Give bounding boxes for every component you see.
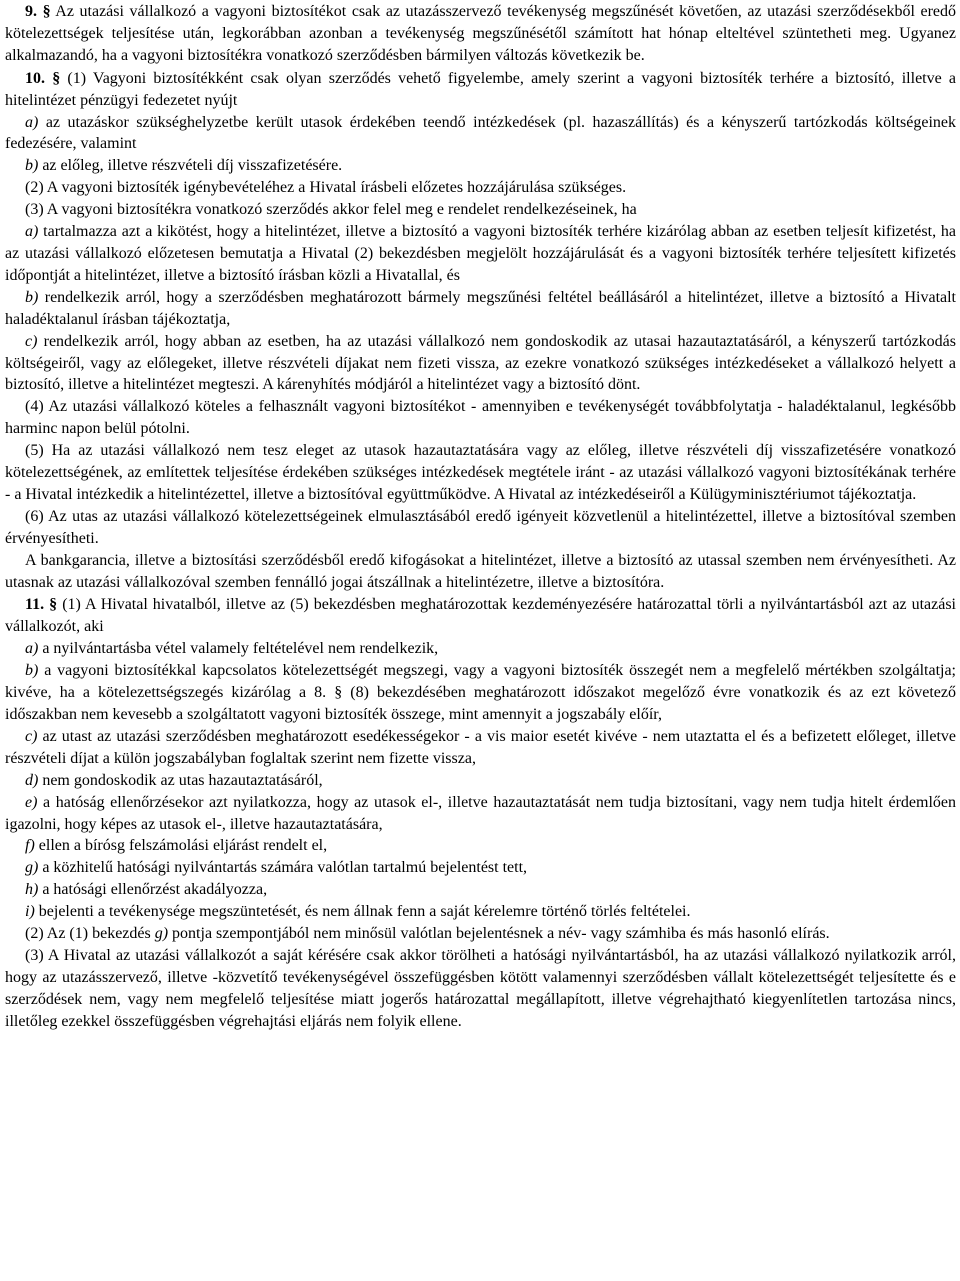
point-letter: a) bbox=[25, 640, 39, 658]
point-letter: d) bbox=[25, 771, 39, 789]
paragraph-text: (6) Az utas az utazási vállalkozó kötelezettségeinek elmulasztásából eredő igényeit közvetlenül a hitelintézettel, illetve a biztosítóval szemben érvényesítheti. bbox=[5, 507, 956, 547]
paragraph-9 bbox=[5, 1, 956, 67]
point-text: a vagyoni biztosítékkal kapcsolatos kötelezettségét megszegi, vagy a vagyoni biztosíték összegét nem a megfelelő mértékben szolgáltatja; kivéve, ha a kötelezettségszegés kizárólag a 8. § (8) bekezdésében meghatározott időszakot megelőző évre vonatkozik és az ezt követező időszakban nem kevesebb a szolgáltatott vagyoni biztosíték összege, mint amennyit a jogszabály előír, bbox=[5, 662, 957, 723]
paragraph-text: (2) Az (1) bekezdés bbox=[25, 925, 151, 943]
point-letter: g) bbox=[25, 859, 39, 877]
paragraph-text: (4) Az utazási vállalkozó köteles a felhasznált vagyoni biztosítékot - amennyiben e tevékenységét továbbfolytatja - haladéktalanul, legkésőbb harminc napon belül pótolni. bbox=[5, 398, 956, 438]
point-11-1-c bbox=[5, 726, 956, 770]
section-sign: § bbox=[52, 69, 61, 87]
section-number: 9. bbox=[25, 3, 37, 20]
point-text: ellen a bírósg felszámolási eljárást rendelt el, bbox=[38, 837, 328, 855]
paragraph-text: (3) A Hivatal az utazási vállalkozót a saját kérésére csak akkor törölheti a hatósági nyilvántartásból, ha az utazási vállalkozó nyilatkozik arról, hogy az utazásszervező, illetve -közvetítő tevékenységével összefüggésben kötött valamennyi szerződésben vállalt kötelezettségét teljesítette és e szerződések nem, vagy nem megfelelő teljesítése miatt jogerős határozattal megállapított, illetve végrehajtható kiegyenlítetlen tartozása nincs, illetőleg ezekkel összefüggésben végrehajtási eljárás nem folyik ellene. bbox=[5, 946, 956, 1030]
paragraph-10-6 bbox=[5, 506, 956, 550]
point-text: rendelkezik arról, hogy a szerződésben meghatározott bármely megszűnési feltétel beállásáról a hitelintézet, illetve a biztosító a Hivatalt haladéktalanul írásban tájékoztatja, bbox=[5, 288, 957, 328]
point-text: bejelenti a tevékenysége megszüntetését, és nem állnak fenn a saját kérelemre történő törlés feltételei. bbox=[38, 903, 691, 921]
paragraph-10-1 bbox=[5, 68, 956, 112]
point-10-3-a bbox=[5, 221, 956, 287]
point-letter: h) bbox=[25, 881, 39, 899]
point-11-1-b bbox=[5, 660, 956, 726]
paragraph-text: (2) A vagyoni biztosíték igénybevételéhez a Hivatal írásbeli előzetes hozzájárulása szükséges. bbox=[25, 179, 627, 197]
paragraph-10-4 bbox=[5, 396, 956, 440]
point-11-1-h bbox=[5, 879, 956, 901]
section-number: 10. bbox=[25, 69, 45, 87]
paragraph-text: (1) A Hivatal hivatalból, illetve az (5) bekezdésben meghatározottak kezdeményezésére határozattal törli a nyilvántartásból azt az utazási vállalkozót, aki bbox=[5, 596, 957, 636]
point-11-1-i bbox=[5, 901, 956, 923]
point-letter: c) bbox=[25, 727, 38, 745]
paragraph-text: (5) Ha az utazási vállalkozó nem tesz eleget az utasok hazautaztatására vagy az előleg, illetve részvételi díj visszafizetésére vonatkozó kötelezettségének, az említettek teljesítése érdekében szükséges intézkedések megtétele iránt - az utazási vállalkozó vagyoni biztosítékának terhére - a Hivatal intézkedik a hitelintézettel, illetve a biztosítóval együttműködve. A Hivatal az intézkedéseiről a Külügyminisztériumot tájékoztatja. bbox=[5, 442, 956, 503]
point-11-1-f bbox=[5, 835, 956, 857]
point-text: a nyilvántartásba vétel valamely feltételével nem rendelkezik, bbox=[42, 640, 439, 658]
paragraph-text: A bankgarancia, illetve a biztosítási szerződésből eredő kifogásokat a hitelintézet, illetve a biztosító az utassal szemben nem érvényesítheti. Az utasnak az utazási vállalkozóval szemben fennálló jogai átszállnak a hitelintézetre, illetve a biztosítóra. bbox=[5, 551, 956, 591]
point-letter: b) bbox=[25, 157, 39, 175]
paragraph-text: Az utazási vállalkozó a vagyoni biztosítékot csak az utazásszervező tevékenység megszűnését követően, az utazási szerződésekből eredő kötelezettségek teljesítése után, legkorábban azonban a tevékenység megszűnésétől számított hat hónap elteltével szüntetheti meg. Ugyanez alkalmazandó, ha a vagyoni biztosítékra vonatkozó szerződésben bármilyen változás következik be. bbox=[5, 3, 956, 64]
point-text: rendelkezik arról, hogy abban az esetben, ha az utazási vállalkozó nem gondoskodik az utasai hazautaztatásáról, a kényszerű tartózkodás költségeiről, vagy az előlegeket, illetve részvételi díjakat nem fizeti vissza, az ezekre vonatkozó szükséges intézkedéseket a vállalkozó helyett a biztosító, illetve a hitelintézet megteszi. A kárenyhítés módjáról a hitelintézet vagy a biztosító dönt. bbox=[5, 332, 956, 394]
point-11-1-a bbox=[5, 638, 956, 660]
point-letter: i) bbox=[25, 903, 35, 921]
point-11-1-e bbox=[5, 792, 956, 836]
point-letter: a) bbox=[25, 223, 39, 241]
point-10-1-b bbox=[5, 155, 956, 177]
point-letter: a) bbox=[25, 113, 39, 131]
paragraph-10-2 bbox=[5, 177, 956, 199]
point-text: az utazáskor szükséghelyzetbe került utasok érdekében teendő intézkedések (pl. hazaszállítás) és a kényszerű tartózkodás költségeinek fedezésére, valamint bbox=[5, 113, 956, 153]
section-number: 11. bbox=[25, 596, 45, 614]
point-11-1-d bbox=[5, 770, 956, 792]
point-text: a hatósági ellenőrzést akadályozza, bbox=[42, 881, 268, 899]
document-page bbox=[0, 1, 960, 1281]
point-letter: e) bbox=[25, 793, 38, 811]
point-10-3-c bbox=[5, 331, 956, 397]
point-11-1-g bbox=[5, 857, 956, 879]
point-10-1-a bbox=[5, 112, 956, 156]
paragraph-11-1 bbox=[5, 594, 956, 638]
paragraph-text: (3) A vagyoni biztosítékra vonatkozó szerződés akkor felel meg e rendelet rendelkezéseinek, ha bbox=[25, 201, 637, 219]
point-text: nem gondoskodik az utas hazautaztatásáról, bbox=[42, 771, 323, 789]
section-sign: § bbox=[42, 3, 51, 20]
point-text: a hatóság ellenőrzésekor azt nyilatkozza, hogy az utasok el-, illetve hazautaztatását nem tudja biztosítani, vagy nem tudja hitelt érdemlően igazolni, hogy képes az utasok el-, illetve hazautaztatására, bbox=[5, 793, 957, 833]
point-text: az előleg, illetve részvételi díj visszafizetésére. bbox=[42, 157, 343, 175]
paragraph-10-3 bbox=[5, 199, 956, 221]
section-sign: § bbox=[49, 596, 58, 614]
point-letter: b) bbox=[25, 662, 39, 680]
point-letter: c) bbox=[25, 332, 38, 350]
point-letter: g) bbox=[154, 925, 169, 943]
paragraph-text: (1) Vagyoni biztosítékként csak olyan szerződés vehető figyelembe, amely szerint a vagyoni biztosíték terhére a biztosító, illetve a hitelintézet pénzügyi fedezetet nyújt bbox=[5, 69, 957, 109]
point-10-3-b bbox=[5, 287, 956, 331]
paragraph-10-7 bbox=[5, 550, 956, 594]
paragraph-10-5 bbox=[5, 440, 956, 506]
point-text: tartalmazza azt a kikötést, hogy a hitelintézet, illetve a biztosító a vagyoni biztosíték terhére kizárólag abban az esetben teljesít kifizetést, ha az utazási vállalkozó előzetesen bemutatja a Hivatal (2) bekezdésben megjelölt hozzájárulását és a vagyoni biztosíték terhére teljesített kifizetés időpontját a hitelintézet, illetve a biztosító írásban közli a Hivatallal, és bbox=[5, 223, 957, 284]
point-text: az utast az utazási szerződésben meghatározott esedékességekor - a vis maior esetét kivéve - nem utaztatta el és a befizetett előleget, illetve részvételi díjat a külön jogszabályban foglaltak szerint nem fizette vissza, bbox=[5, 727, 957, 767]
point-text: a közhitelű hatósági nyilvántartás számára valótlan tartalmú bejelentést tett, bbox=[42, 859, 528, 877]
point-letter: f) bbox=[25, 837, 35, 855]
paragraph-11-3 bbox=[5, 945, 956, 1033]
paragraph-text: pontja szempontjából nem minősül valótlan bejelentésnek a név- vagy számhiba és más hasonló elírás. bbox=[172, 925, 830, 943]
paragraph-11-2 bbox=[5, 923, 956, 945]
point-letter: b) bbox=[25, 288, 39, 306]
